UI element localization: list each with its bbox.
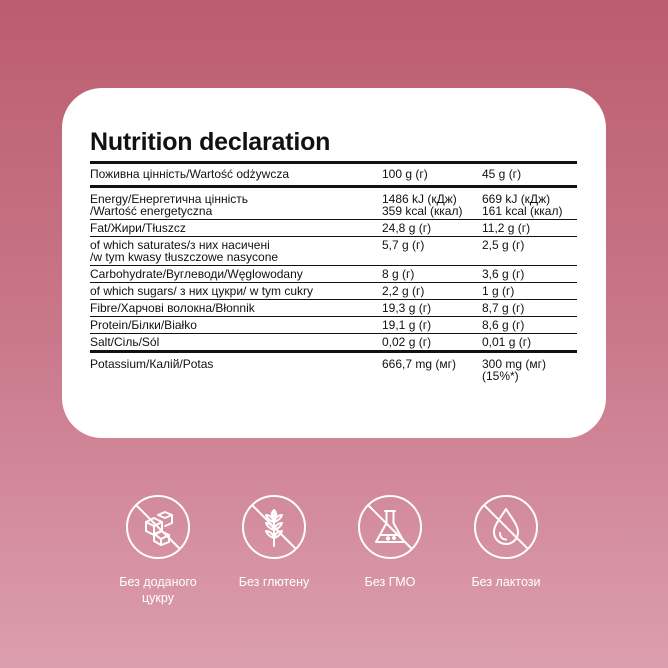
header-cell-per-100g: 100 g (г) [382,167,428,181]
wheat-crossed-icon [241,494,307,560]
row-label: Fat/Жири/Tłuszcz [90,221,186,235]
row-label: Carbohydrate/Вуглеводи/Węglowodany [90,267,303,281]
badge-gluten-free [216,494,332,590]
badge-label: Без ГМО [364,575,416,589]
row-value-45g-percent: (15%*) [482,369,519,383]
row-value-45g: 3,6 g (г) [482,267,525,281]
badge-label: Без лактози [471,575,541,589]
row-label: of which saturates/з них насичені [90,238,270,252]
row-value-100g: 0,02 g (г) [382,335,432,349]
table-row [90,300,577,317]
table-header-row [90,164,577,187]
row-value-100g: 666,7 mg (мг) [382,357,456,371]
table-row [90,352,577,385]
badge-lactose-free [448,494,564,590]
badge-label: цукру [142,591,174,605]
row-value-45g: 8,7 g (г) [482,301,525,315]
table-row [90,283,577,300]
flask-crossed-icon [357,494,423,560]
row-value-45g: 2,5 g (г) [482,238,525,252]
nutrition-card [62,88,606,438]
row-value-100g: 359 kcal (ккал) [382,204,463,218]
row-value-45g: 0,01 g (г) [482,335,532,349]
header-cell-per-45g: 45 g (г) [482,167,522,181]
nutrition-table-wrap [90,161,577,384]
row-value-100g: 2,2 g (г) [382,284,425,298]
row-label: Salt/Сіль/Sól [90,335,160,349]
nutrition-table [90,164,577,384]
row-value-100g: 1486 kJ (кДж) [382,192,457,206]
table-row [90,187,577,220]
row-label: /Wartość energetyczna [90,204,213,218]
row-value-45g: 1 g (г) [482,284,515,298]
row-value-100g: 24,8 g (г) [382,221,432,235]
table-row [90,266,577,283]
badge-label: Без доданого [119,575,197,589]
table-row [90,237,577,266]
row-label: Fibre/Харчові волокна/Błonnik [90,301,255,315]
badge-no-added-sugar [100,494,216,606]
row-label: Energy/Енергетична цінність [90,192,249,206]
badges-row [0,494,668,624]
nutrition-title: Nutrition declaration [90,128,331,156]
row-label: Potassium/Калій/Potas [90,357,214,371]
badge-label: Без глютену [238,575,310,589]
row-value-100g: 19,1 g (г) [382,318,432,332]
row-value-45g: 8,6 g (г) [482,318,525,332]
sugar-cubes-crossed-icon [125,494,191,560]
row-value-100g: 8 g (г) [382,267,415,281]
milk-drop-crossed-icon [473,494,539,560]
row-value-45g: 300 mg (мг) [482,357,546,371]
row-value-45g: 669 kJ (кДж) [482,192,551,206]
badge-gmo-free [332,494,448,590]
row-label: Protein/Білки/Białko [90,318,197,332]
table-row [90,220,577,237]
header-cell-nutrient: Поживна цінність/Wartość odżywcza [90,167,290,181]
row-label: /w tym kwasy tłuszczowe nasycone [90,250,279,264]
row-value-100g: 5,7 g (г) [382,238,425,252]
table-row [90,334,577,352]
row-value-100g: 19,3 g (г) [382,301,432,315]
row-label: of which sugars/ з них цукри/ w tym cukry [90,284,314,298]
row-value-45g: 161 kcal (ккал) [482,204,563,218]
table-row [90,317,577,334]
row-value-45g: 11,2 g (г) [482,221,531,235]
